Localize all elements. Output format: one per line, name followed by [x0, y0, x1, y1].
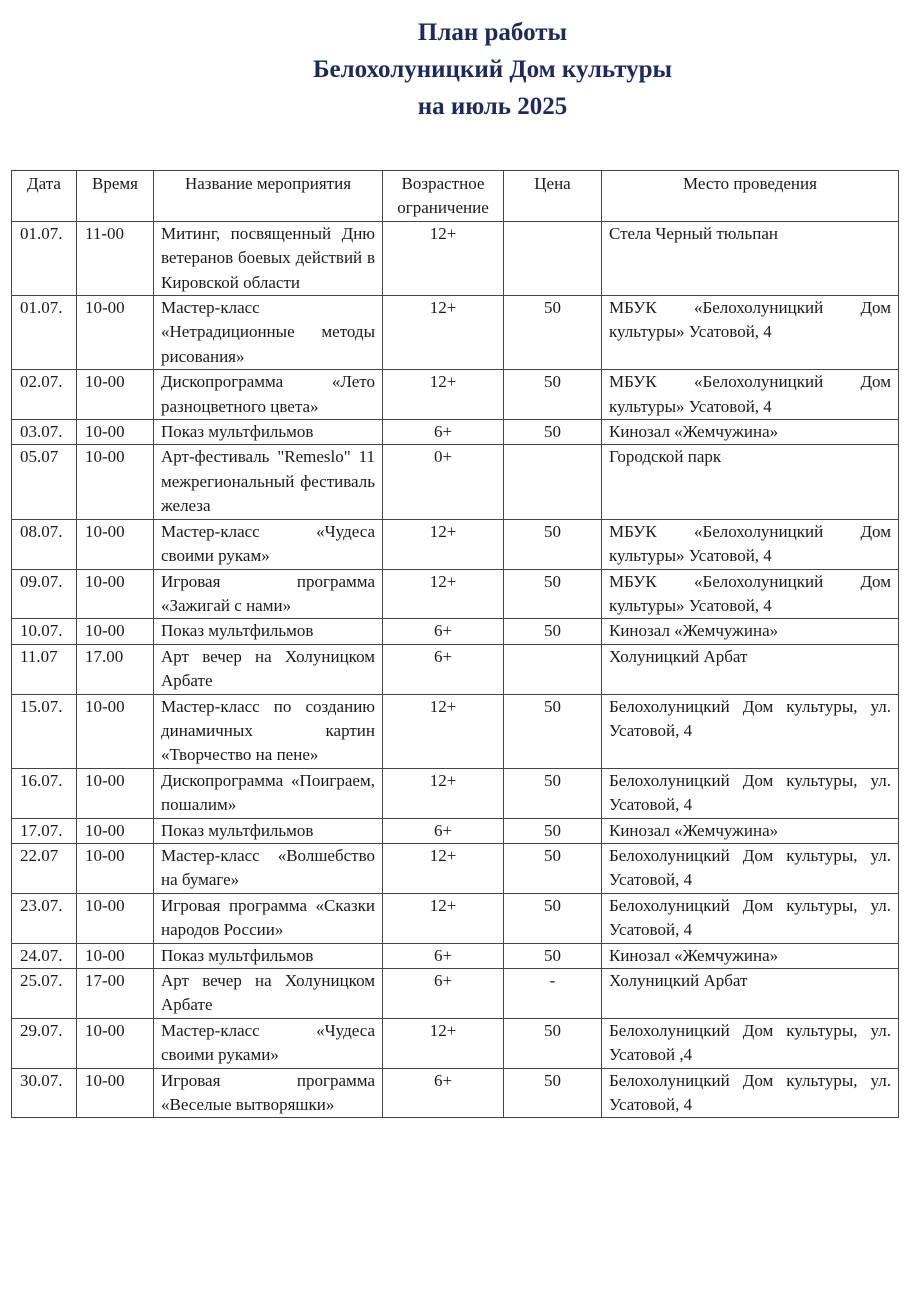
- cell-price: 50: [504, 1018, 602, 1068]
- cell-age-limit: 12+: [383, 569, 504, 619]
- cell-place: МБУК «Белохолуницкий Дом культуры» Усатовой, 4: [602, 569, 899, 619]
- header-time: Время: [77, 171, 154, 222]
- cell-age-limit: 6+: [383, 818, 504, 843]
- cell-place: Кинозал «Жемчужина»: [602, 943, 899, 968]
- table-row: [12, 569, 899, 619]
- cell-event-name: Показ мультфильмов: [154, 943, 383, 968]
- cell-event-name: Мастер-класс «Нетрадиционные методы рисования»: [154, 296, 383, 370]
- header-name: Название мероприятия: [154, 171, 383, 222]
- cell-time: 10-00: [77, 296, 154, 370]
- header-age: Возрастное ограничение: [383, 171, 504, 222]
- table-row: [12, 619, 899, 644]
- cell-place: Белохолуницкий Дом культуры, ул. Усатовой, 4: [602, 694, 899, 768]
- cell-date: 15.07.: [12, 694, 77, 768]
- cell-place: Кинозал «Жемчужина»: [602, 420, 899, 445]
- cell-age-limit: 6+: [383, 1068, 504, 1118]
- table-row: [12, 1018, 899, 1068]
- cell-date: 29.07.: [12, 1018, 77, 1068]
- cell-price: 50: [504, 296, 602, 370]
- cell-age-limit: 6+: [383, 969, 504, 1019]
- table-row: [12, 644, 899, 694]
- cell-date: 11.07: [12, 644, 77, 694]
- cell-date: 30.07.: [12, 1068, 77, 1118]
- cell-age-limit: 12+: [383, 1018, 504, 1068]
- cell-time: 10-00: [77, 1068, 154, 1118]
- header-date: Дата: [12, 171, 77, 222]
- cell-event-name: Игровая программа «Зажигай с нами»: [154, 569, 383, 619]
- table-row: [12, 843, 899, 893]
- cell-date: 25.07.: [12, 969, 77, 1019]
- cell-date: 16.07.: [12, 768, 77, 818]
- cell-event-name: Арт вечер на Холуницком Арбате: [154, 969, 383, 1019]
- cell-time: 10-00: [77, 768, 154, 818]
- table-row: [12, 818, 899, 843]
- cell-place: Городской парк: [602, 445, 899, 519]
- cell-place: Белохолуницкий Дом культуры, ул. Усатовой, 4: [602, 1068, 899, 1118]
- cell-event-name: Мастер-класс по созданию динамичных картин «Творчество на пене»: [154, 694, 383, 768]
- cell-date: 22.07: [12, 843, 77, 893]
- cell-age-limit: 6+: [383, 644, 504, 694]
- cell-age-limit: 0+: [383, 445, 504, 519]
- cell-date: 09.07.: [12, 569, 77, 619]
- cell-event-name: Дископрограмма «Поиграем, пошалим»: [154, 768, 383, 818]
- cell-price: -: [504, 969, 602, 1019]
- cell-place: Стела Черный тюльпан: [602, 221, 899, 295]
- cell-place: Белохолуницкий Дом культуры, ул. Усатовой, 4: [602, 893, 899, 943]
- cell-age-limit: 12+: [383, 893, 504, 943]
- cell-time: 10-00: [77, 893, 154, 943]
- cell-time: 10-00: [77, 569, 154, 619]
- title-line-2: Белохолуницкий Дом культуры: [312, 56, 673, 83]
- cell-place: Кинозал «Жемчужина»: [602, 619, 899, 644]
- page-title: [0, 14, 919, 125]
- cell-age-limit: 12+: [383, 768, 504, 818]
- cell-date: 01.07.: [12, 221, 77, 295]
- cell-price: 50: [504, 569, 602, 619]
- cell-price: 50: [504, 893, 602, 943]
- table-row: [12, 768, 899, 818]
- cell-price: 50: [504, 818, 602, 843]
- cell-age-limit: 12+: [383, 370, 504, 420]
- cell-place: МБУК «Белохолуницкий Дом культуры» Усатовой, 4: [602, 296, 899, 370]
- cell-price: [504, 221, 602, 295]
- cell-time: 10-00: [77, 519, 154, 569]
- cell-age-limit: 12+: [383, 843, 504, 893]
- table-header-row: [12, 171, 899, 222]
- table-row: [12, 445, 899, 519]
- schedule-table: [11, 170, 899, 1118]
- cell-event-name: Показ мультфильмов: [154, 420, 383, 445]
- table-row: [12, 420, 899, 445]
- cell-event-name: Мастер-класс «Чудеса своими рукам»: [154, 519, 383, 569]
- cell-time: 10-00: [77, 445, 154, 519]
- cell-price: 50: [504, 619, 602, 644]
- cell-time: 10-00: [77, 843, 154, 893]
- cell-place: МБУК «Белохолуницкий Дом культуры» Усатовой, 4: [602, 519, 899, 569]
- cell-place: Белохолуницкий Дом культуры, ул. Усатовой, 4: [602, 843, 899, 893]
- cell-date: 01.07.: [12, 296, 77, 370]
- cell-event-name: Арт-фестиваль "Remeslo" 11 межрегиональный фестиваль железа: [154, 445, 383, 519]
- table-row: [12, 969, 899, 1019]
- cell-time: 17.00: [77, 644, 154, 694]
- cell-place: Кинозал «Жемчужина»: [602, 818, 899, 843]
- cell-date: 02.07.: [12, 370, 77, 420]
- cell-time: 10-00: [77, 818, 154, 843]
- cell-time: 10-00: [77, 420, 154, 445]
- cell-date: 17.07.: [12, 818, 77, 843]
- cell-date: 03.07.: [12, 420, 77, 445]
- cell-place: Холуницкий Арбат: [602, 969, 899, 1019]
- cell-place: Белохолуницкий Дом культуры, ул. Усатовой ,4: [602, 1018, 899, 1068]
- cell-age-limit: 12+: [383, 296, 504, 370]
- table-row: [12, 943, 899, 968]
- cell-price: [504, 445, 602, 519]
- cell-event-name: Мастер-класс «Волшебство на бумаге»: [154, 843, 383, 893]
- table-row: [12, 296, 899, 370]
- cell-price: 50: [504, 519, 602, 569]
- cell-event-name: Игровая программа «Веселые вытворяшки»: [154, 1068, 383, 1118]
- cell-event-name: Дископрограмма «Лето разноцветного цвета»: [154, 370, 383, 420]
- cell-date: 05.07: [12, 445, 77, 519]
- header-price: Цена: [504, 171, 602, 222]
- cell-date: 10.07.: [12, 619, 77, 644]
- cell-event-name: Арт вечер на Холуницком Арбате: [154, 644, 383, 694]
- cell-price: [504, 644, 602, 694]
- table-row: [12, 370, 899, 420]
- cell-price: 50: [504, 694, 602, 768]
- cell-time: 11-00: [77, 221, 154, 295]
- title-line-3: на июль 2025: [417, 93, 568, 120]
- cell-time: 10-00: [77, 619, 154, 644]
- cell-event-name: Показ мультфильмов: [154, 619, 383, 644]
- cell-date: 24.07.: [12, 943, 77, 968]
- cell-age-limit: 12+: [383, 519, 504, 569]
- cell-time: 10-00: [77, 694, 154, 768]
- cell-age-limit: 6+: [383, 619, 504, 644]
- cell-price: 50: [504, 1068, 602, 1118]
- cell-event-name: Митинг, посвященный Дню ветеранов боевых действий в Кировской области: [154, 221, 383, 295]
- cell-place: МБУК «Белохолуницкий Дом культуры» Усатовой, 4: [602, 370, 899, 420]
- cell-event-name: Игровая программа «Сказки народов России»: [154, 893, 383, 943]
- cell-age-limit: 12+: [383, 694, 504, 768]
- schedule-body: [12, 221, 899, 1118]
- cell-time: 10-00: [77, 1018, 154, 1068]
- table-row: [12, 893, 899, 943]
- cell-event-name: Мастер-класс «Чудеса своими руками»: [154, 1018, 383, 1068]
- table-row: [12, 1068, 899, 1118]
- cell-age-limit: 12+: [383, 221, 504, 295]
- cell-time: 10-00: [77, 370, 154, 420]
- cell-price: 50: [504, 420, 602, 445]
- title-line-1: План работы: [417, 19, 568, 46]
- cell-price: 50: [504, 370, 602, 420]
- cell-place: Холуницкий Арбат: [602, 644, 899, 694]
- header-place: Место проведения: [602, 171, 899, 222]
- cell-age-limit: 6+: [383, 943, 504, 968]
- table-row: [12, 694, 899, 768]
- cell-price: 50: [504, 943, 602, 968]
- cell-time: 17-00: [77, 969, 154, 1019]
- cell-time: 10-00: [77, 943, 154, 968]
- cell-age-limit: 6+: [383, 420, 504, 445]
- table-row: [12, 519, 899, 569]
- cell-price: 50: [504, 768, 602, 818]
- cell-place: Белохолуницкий Дом культуры, ул. Усатовой, 4: [602, 768, 899, 818]
- cell-event-name: Показ мультфильмов: [154, 818, 383, 843]
- cell-price: 50: [504, 843, 602, 893]
- cell-date: 08.07.: [12, 519, 77, 569]
- table-row: [12, 221, 899, 295]
- cell-date: 23.07.: [12, 893, 77, 943]
